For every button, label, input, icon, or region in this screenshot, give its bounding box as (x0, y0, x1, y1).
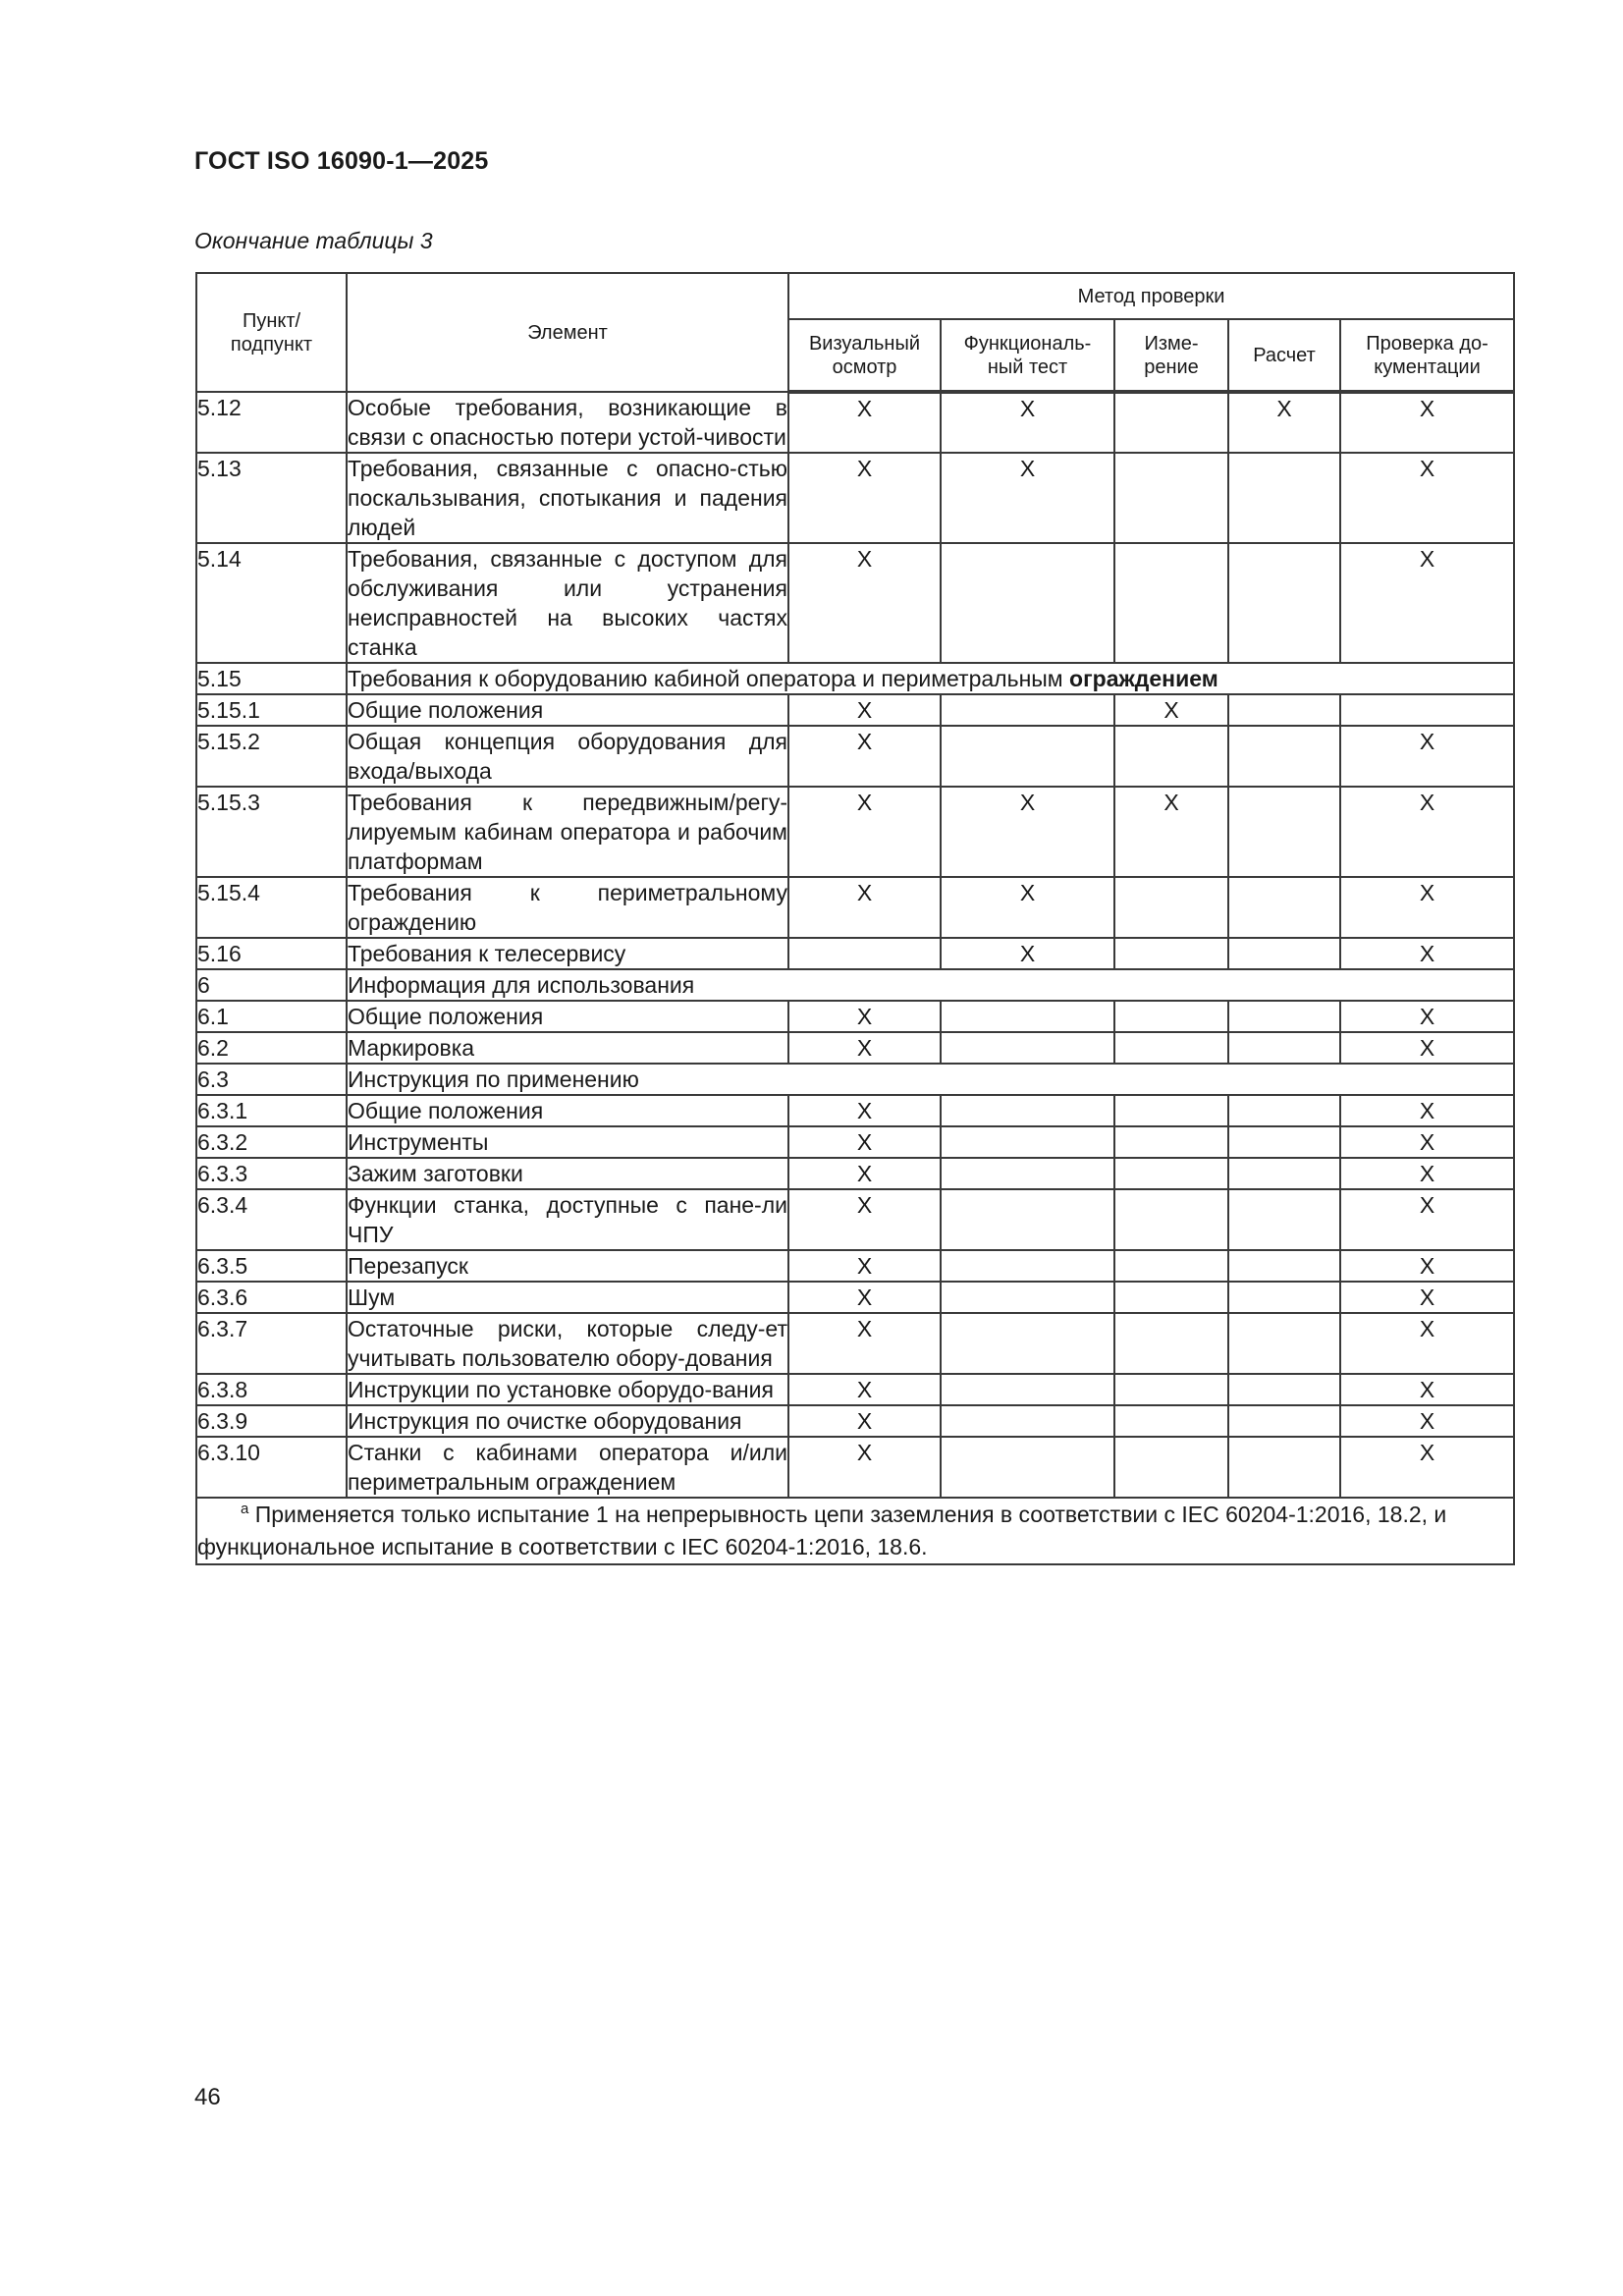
table-row (196, 1250, 1514, 1282)
mark-measurement (1114, 1001, 1228, 1032)
mark-measurement (1114, 1032, 1228, 1064)
header-method-visual: Визуальный осмотр (788, 319, 941, 392)
table-row (196, 787, 1514, 877)
mark-measurement (1114, 1374, 1228, 1405)
mark-measurement (1114, 543, 1228, 663)
clause-number: 5.15.2 (196, 726, 347, 787)
mark-functional: X (941, 787, 1114, 877)
mark-functional (941, 1437, 1114, 1498)
element-cell (347, 1313, 788, 1374)
table-row (196, 663, 1514, 694)
mark-measurement (1114, 1158, 1228, 1189)
element-text: Зажим заготовки (348, 1161, 523, 1186)
mark-calculation (1228, 1405, 1340, 1437)
element-text: Остаточные риски, которые следу-ет учитывать пользователю обору-дования (348, 1316, 787, 1371)
mark-documentation: X (1340, 1313, 1514, 1374)
element-cell (347, 543, 788, 663)
mark-visual: X (788, 1250, 941, 1282)
clause-number: 6.3.1 (196, 1095, 347, 1126)
element-text: Информация для использования (348, 972, 695, 998)
footnote-text: Применяется только испытание 1 на непрерывность цепи заземления в соответствии с IEC 60204-1:2016, 18.2, и функциональное испытание в соответствии с IEC 60204-1:2016, 18.6. (197, 1502, 1447, 1559)
mark-visual: X (788, 392, 941, 453)
mark-measurement (1114, 1437, 1228, 1498)
element-cell (347, 1001, 788, 1032)
clause-number: 5.14 (196, 543, 347, 663)
footnote-mark: а (241, 1501, 249, 1518)
element-text: Требования к оборудованию кабиной оператора и периметральным (348, 666, 1070, 691)
mark-documentation: X (1340, 1405, 1514, 1437)
element-cell (347, 1095, 788, 1126)
mark-measurement: X (1114, 787, 1228, 877)
mark-visual (788, 938, 941, 969)
mark-visual: X (788, 694, 941, 726)
table-row (196, 543, 1514, 663)
element-text: Особые требования, возникающие в связи с опасностью потери устой-чивости (348, 395, 787, 450)
mark-functional (941, 1158, 1114, 1189)
clause-number: 5.15.4 (196, 877, 347, 938)
element-text-bold: ограждением (1069, 666, 1218, 691)
clause-number: 6.3.5 (196, 1250, 347, 1282)
table-row (196, 1189, 1514, 1250)
clause-number: 6.3.4 (196, 1189, 347, 1250)
element-cell (347, 938, 788, 969)
element-text: Требования к передвижным/регу-лируемым кабинам оператора и рабочим платформам (348, 790, 787, 874)
element-text: Перезапуск (348, 1253, 468, 1279)
clause-number: 6.3.8 (196, 1374, 347, 1405)
clause-number: 6.3.6 (196, 1282, 347, 1313)
element-cell (347, 453, 788, 543)
mark-visual: X (788, 1189, 941, 1250)
clause-number: 6.3 (196, 1064, 347, 1095)
mark-documentation: X (1340, 543, 1514, 663)
clause-number: 6.3.7 (196, 1313, 347, 1374)
mark-measurement (1114, 392, 1228, 453)
mark-visual: X (788, 1032, 941, 1064)
mark-documentation: X (1340, 453, 1514, 543)
table-row (196, 1437, 1514, 1498)
element-cell (347, 726, 788, 787)
mark-functional (941, 1189, 1114, 1250)
element-text: Общая концепция оборудования для входа/выхода (348, 729, 787, 784)
mark-measurement (1114, 726, 1228, 787)
clause-number: 6.3.9 (196, 1405, 347, 1437)
mark-calculation (1228, 694, 1340, 726)
mark-functional: X (941, 877, 1114, 938)
mark-documentation: X (1340, 1095, 1514, 1126)
page-number: 46 (194, 2084, 221, 2110)
table-row (196, 877, 1514, 938)
element-text: Инструкция по очистке оборудования (348, 1408, 742, 1434)
mark-visual: X (788, 1405, 941, 1437)
element-text: Общие положения (348, 697, 544, 723)
mark-measurement (1114, 1282, 1228, 1313)
element-cell (347, 969, 1514, 1001)
table-row (196, 726, 1514, 787)
mark-visual: X (788, 726, 941, 787)
table-row (196, 1405, 1514, 1437)
mark-calculation (1228, 1095, 1340, 1126)
mark-functional: X (941, 392, 1114, 453)
mark-calculation (1228, 938, 1340, 969)
table-body (196, 392, 1514, 1498)
element-cell (347, 1158, 788, 1189)
header-method-functional: Функциональ- ный тест (941, 319, 1114, 392)
mark-documentation: X (1340, 1282, 1514, 1313)
clause-number: 6.2 (196, 1032, 347, 1064)
mark-visual: X (788, 1282, 941, 1313)
element-text: Функции станка, доступные с пане-ли ЧПУ (348, 1192, 787, 1247)
mark-measurement (1114, 1189, 1228, 1250)
mark-visual: X (788, 877, 941, 938)
element-text: Инструкция по применению (348, 1066, 639, 1092)
clause-number: 5.12 (196, 392, 347, 453)
mark-functional: X (941, 453, 1114, 543)
mark-functional (941, 543, 1114, 663)
header-element: Элемент (347, 273, 788, 392)
clause-number: 5.15.1 (196, 694, 347, 726)
mark-calculation (1228, 787, 1340, 877)
header-method-documentation: Проверка до- кументации (1340, 319, 1514, 392)
mark-calculation (1228, 1158, 1340, 1189)
element-cell (347, 663, 1514, 694)
table-row (196, 938, 1514, 969)
element-cell (347, 1437, 788, 1498)
mark-documentation: X (1340, 1437, 1514, 1498)
mark-documentation: X (1340, 1158, 1514, 1189)
mark-functional (941, 1126, 1114, 1158)
element-cell (347, 1374, 788, 1405)
mark-calculation (1228, 1250, 1340, 1282)
table-footnote (196, 1498, 1514, 1564)
mark-documentation: X (1340, 1374, 1514, 1405)
table-row (196, 969, 1514, 1001)
mark-calculation: X (1228, 392, 1340, 453)
element-cell (347, 694, 788, 726)
document-title: ГОСТ ISO 16090-1—2025 (194, 147, 489, 175)
element-text: Требования, связанные с доступом для обслуживания или устранения неисправностей на высоких частях станка (348, 546, 787, 660)
element-cell (347, 392, 788, 453)
element-cell (347, 1126, 788, 1158)
clause-number: 6.1 (196, 1001, 347, 1032)
mark-visual: X (788, 1095, 941, 1126)
table-row (196, 1001, 1514, 1032)
mark-calculation (1228, 1437, 1340, 1498)
element-text: Инструменты (348, 1129, 489, 1155)
element-cell (347, 1405, 788, 1437)
mark-visual: X (788, 1001, 941, 1032)
element-text: Общие положения (348, 1098, 544, 1123)
element-text: Инструкции по установке оборудо-вания (348, 1377, 774, 1402)
element-text: Общие положения (348, 1004, 544, 1029)
element-text: Маркировка (348, 1035, 475, 1061)
mark-visual: X (788, 1374, 941, 1405)
table-row (196, 1126, 1514, 1158)
mark-functional (941, 694, 1114, 726)
mark-functional (941, 1250, 1114, 1282)
table-row (196, 392, 1514, 453)
table-row (196, 1032, 1514, 1064)
mark-functional (941, 1282, 1114, 1313)
mark-measurement (1114, 1095, 1228, 1126)
mark-functional (941, 1374, 1114, 1405)
verification-table (195, 272, 1515, 1565)
header-method-measurement: Изме- рение (1114, 319, 1228, 392)
mark-visual: X (788, 453, 941, 543)
mark-visual: X (788, 1126, 941, 1158)
mark-functional (941, 1095, 1114, 1126)
clause-number: 6 (196, 969, 347, 1001)
header-method-calculation: Расчет (1228, 319, 1340, 392)
mark-visual: X (788, 543, 941, 663)
clause-number: 5.15 (196, 663, 347, 694)
mark-documentation (1340, 694, 1514, 726)
mark-documentation: X (1340, 392, 1514, 453)
mark-functional (941, 1313, 1114, 1374)
mark-measurement: X (1114, 694, 1228, 726)
mark-calculation (1228, 543, 1340, 663)
mark-calculation (1228, 726, 1340, 787)
element-text: Требования к периметральному ограждению (348, 880, 787, 935)
element-text: Шум (348, 1285, 396, 1310)
mark-visual: X (788, 1158, 941, 1189)
mark-documentation: X (1340, 1001, 1514, 1032)
mark-documentation: X (1340, 1250, 1514, 1282)
mark-calculation (1228, 1001, 1340, 1032)
mark-functional: X (941, 938, 1114, 969)
header-method-group: Метод проверки (788, 273, 1514, 319)
mark-measurement (1114, 938, 1228, 969)
mark-calculation (1228, 877, 1340, 938)
mark-calculation (1228, 1313, 1340, 1374)
table-caption: Окончание таблицы 3 (194, 228, 433, 253)
mark-functional (941, 1032, 1114, 1064)
mark-documentation: X (1340, 877, 1514, 938)
table-row (196, 694, 1514, 726)
element-cell (347, 787, 788, 877)
element-text: Требования, связанные с опасно-стью поскальзывания, спотыкания и падения людей (348, 456, 787, 540)
element-cell (347, 1250, 788, 1282)
clause-number: 5.16 (196, 938, 347, 969)
table-row (196, 1282, 1514, 1313)
mark-functional (941, 1001, 1114, 1032)
mark-measurement (1114, 877, 1228, 938)
mark-documentation: X (1340, 1189, 1514, 1250)
table-row (196, 1064, 1514, 1095)
mark-documentation: X (1340, 938, 1514, 969)
mark-visual: X (788, 1437, 941, 1498)
mark-calculation (1228, 1282, 1340, 1313)
mark-measurement (1114, 453, 1228, 543)
mark-measurement (1114, 1250, 1228, 1282)
mark-documentation: X (1340, 726, 1514, 787)
mark-calculation (1228, 1126, 1340, 1158)
element-text: Требования к телесервису (348, 941, 626, 966)
mark-calculation (1228, 453, 1340, 543)
table-row (196, 1374, 1514, 1405)
table-row (196, 1313, 1514, 1374)
element-cell (347, 1064, 1514, 1095)
mark-calculation (1228, 1032, 1340, 1064)
mark-documentation: X (1340, 1032, 1514, 1064)
clause-number: 6.3.10 (196, 1437, 347, 1498)
clause-number: 5.15.3 (196, 787, 347, 877)
mark-measurement (1114, 1405, 1228, 1437)
table-row (196, 1095, 1514, 1126)
clause-number: 6.3.2 (196, 1126, 347, 1158)
element-cell (347, 1189, 788, 1250)
mark-measurement (1114, 1126, 1228, 1158)
mark-measurement (1114, 1313, 1228, 1374)
table-row (196, 1158, 1514, 1189)
element-text: Станки с кабинами оператора и/или периметральным ограждением (348, 1440, 787, 1495)
mark-functional (941, 726, 1114, 787)
clause-number: 6.3.3 (196, 1158, 347, 1189)
mark-calculation (1228, 1189, 1340, 1250)
clause-number: 5.13 (196, 453, 347, 543)
mark-visual: X (788, 787, 941, 877)
mark-documentation: X (1340, 787, 1514, 877)
header-clause: Пункт/ подпункт (196, 273, 347, 392)
table-header (196, 273, 1514, 392)
table-row (196, 453, 1514, 543)
mark-visual: X (788, 1313, 941, 1374)
mark-documentation: X (1340, 1126, 1514, 1158)
element-cell (347, 1282, 788, 1313)
mark-functional (941, 1405, 1114, 1437)
element-cell (347, 1032, 788, 1064)
element-cell (347, 877, 788, 938)
mark-calculation (1228, 1374, 1340, 1405)
